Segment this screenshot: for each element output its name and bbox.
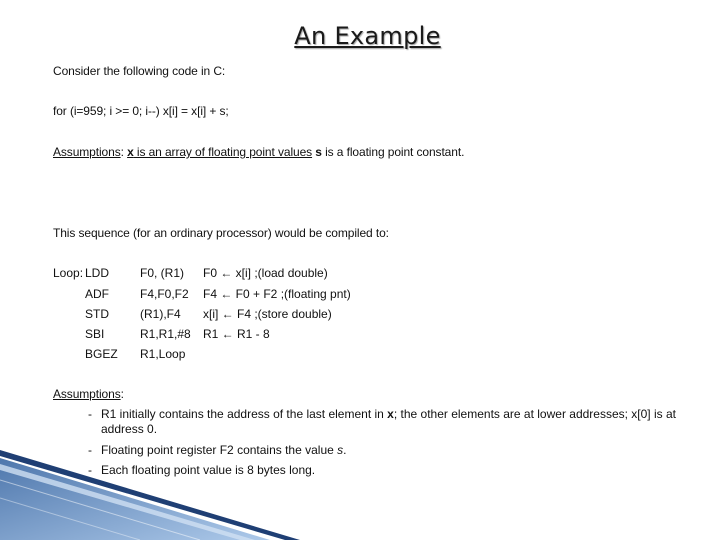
- asm-comment: x[i] ← F4 ;(store double): [203, 307, 332, 321]
- bullet-pre: Floating point register F2 contains the value: [101, 443, 338, 457]
- bullet-item: [101, 407, 691, 437]
- asm-op: ADF: [85, 287, 109, 301]
- asm-label: Loop:: [53, 266, 84, 280]
- c-code-line: for (i=959; i >= 0; i--) x[i] = x[i] + s;: [53, 104, 229, 118]
- var-s: s: [315, 145, 322, 159]
- bullet-pre: Each floating point value is 8 bytes long.: [101, 463, 316, 477]
- asm-op: STD: [85, 307, 109, 321]
- asm-comment: R1 ← R1 - 8: [203, 327, 270, 341]
- asm-args: R1,R1,#8: [140, 327, 191, 341]
- assumptions-line: [53, 145, 464, 159]
- assumptions2-colon: :: [120, 387, 124, 401]
- bullet-dash: -: [88, 407, 92, 421]
- bullet-post: .: [343, 443, 347, 457]
- assumptions2-label: Assumptions: [53, 387, 121, 401]
- slide-title: An Example: [294, 22, 441, 50]
- corner-decoration: [0, 450, 300, 540]
- slide-title-wrap: [0, 22, 720, 50]
- var-x: x: [127, 145, 134, 159]
- sequence-intro: This sequence (for an ordinary processor) would be compiled to:: [53, 226, 389, 240]
- bullet-bold: x: [387, 407, 394, 421]
- asm-args: F4,F0,F2: [140, 287, 189, 301]
- asm-comment: F0 ← x[i] ;(load double): [203, 266, 328, 280]
- assumptions-label: Assumptions: [53, 145, 121, 159]
- bullet-post: ; the other elements are at lower addresses; x[0] is at address 0.: [101, 407, 676, 436]
- bullet-pre: R1 initially contains the address of the last element in: [101, 407, 388, 421]
- assumptions-mid: is an array of floating point values: [133, 145, 313, 159]
- intro-text: Consider the following code in C:: [53, 64, 226, 78]
- bullet-dash: -: [88, 463, 92, 477]
- asm-args: F0, (R1): [140, 266, 185, 280]
- assumptions2-heading: [53, 387, 124, 401]
- asm-op: LDD: [85, 266, 110, 280]
- asm-comment: F4 ← F0 + F2 ;(floating pnt): [203, 287, 351, 301]
- bullet-italic: s: [337, 443, 344, 457]
- bullet-dash: -: [88, 443, 92, 457]
- asm-op: BGEZ: [85, 347, 118, 361]
- assumptions-colon: :: [120, 145, 124, 159]
- assumptions-end: is a floating point constant.: [321, 145, 465, 159]
- asm-args: (R1),F4: [140, 307, 181, 321]
- asm-op: SBI: [85, 327, 105, 341]
- asm-args: R1,Loop: [140, 347, 186, 361]
